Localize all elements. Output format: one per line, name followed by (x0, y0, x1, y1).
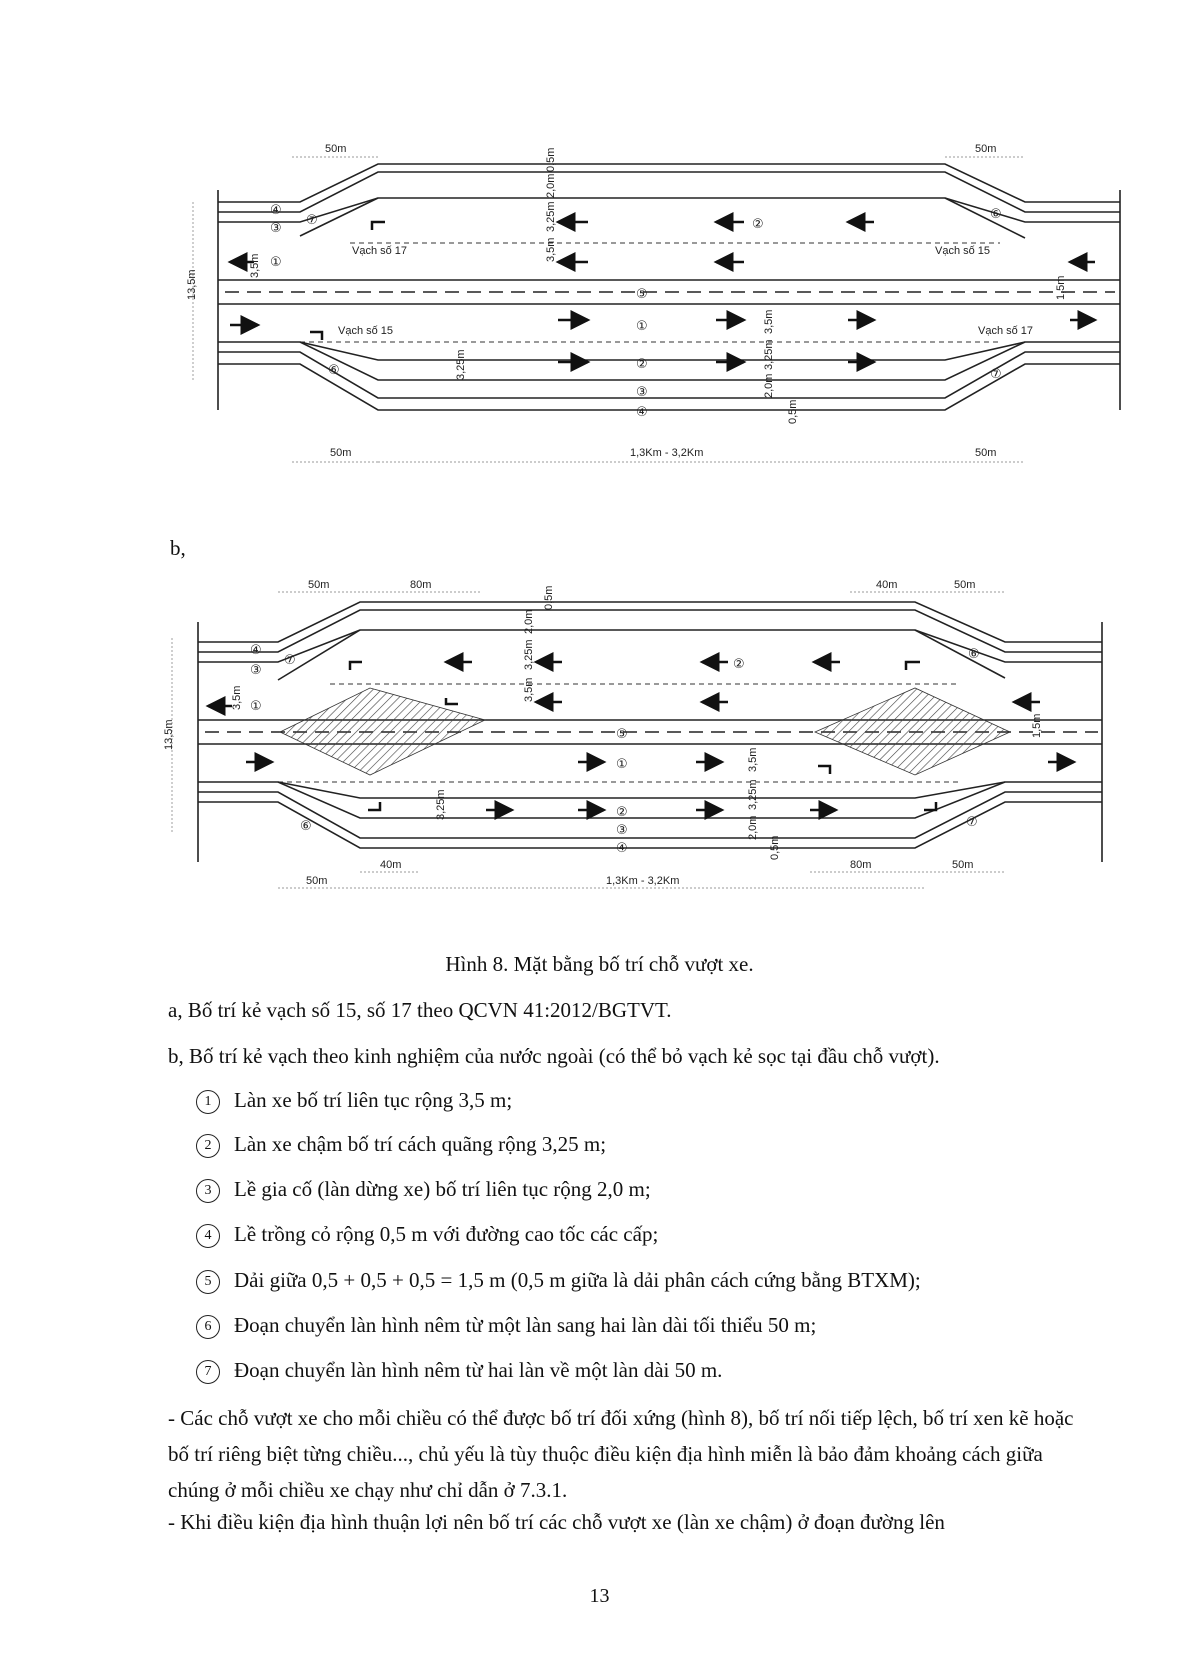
circle-1: ① (270, 254, 282, 269)
dim-w05: 0,5m (543, 585, 555, 610)
legend-text: Dải giữa 0,5 + 0,5 + 0,5 = 1,5 m (0,5 m giữa là dải phân cách cứng bằng BTXM); (234, 1268, 921, 1292)
label-vach-15: Vạch số 15 (338, 325, 394, 337)
hatched-island-right (815, 688, 1010, 775)
dim-bot-50l: 50m (306, 875, 328, 887)
note-b: b, Bố trí kẻ vạch theo kinh nghiệm của nước ngoài (có thể bỏ vạch kẻ sọc tại đầu chỗ vượt). (168, 1044, 940, 1068)
dim-bottom-left: 50m (330, 447, 352, 459)
circle-3: ③ (270, 220, 282, 235)
dim-w20: 2,0m (523, 609, 535, 634)
dim-bot-50r: 50m (952, 859, 974, 871)
dim-w325: 3,25m (455, 349, 467, 380)
dim-top-50l: 50m (308, 579, 330, 591)
legend-text: Đoạn chuyển làn hình nêm từ một làn sang hai làn dài tối thiểu 50 m; (234, 1313, 817, 1337)
circle-5: ⑤ (616, 726, 628, 741)
legend-number: 7 (196, 1360, 220, 1384)
page-number: 13 (589, 1585, 610, 1607)
lower-grass-edge (218, 352, 1120, 398)
legend-item (196, 1222, 658, 1248)
paragraph-1: - Các chỗ vượt xe cho mỗi chiều có thể được bố trí đối xứng (hình 8), bố trí nối tiếp lệch, bố trí xen kẽ hoặc bố trí riêng biệt từng chiều..., chủ yếu là tùy thuộc điều kiện địa hình miễn là bảo đảm khoảng cách giữa chúng ở mỗi chiều xe chạy như chỉ dẫn ở 7.3.1. (168, 1406, 1074, 1502)
dim-top-left: 50m (325, 143, 347, 155)
dim-side: 13,5m (186, 269, 198, 300)
slow-lane-edge-lower (300, 342, 1025, 360)
circle-4: ④ (250, 642, 262, 657)
legend-item (196, 1313, 816, 1339)
note-a: a, Bố trí kẻ vạch số 15, số 17 theo QCVN 41:2012/BGTVT. (168, 998, 672, 1022)
legend-item (196, 1268, 921, 1294)
circle-6: ⑥ (990, 206, 1002, 221)
legend-item (196, 1358, 722, 1384)
circle-4: ④ (636, 404, 648, 419)
dim-w325: 3,25m (523, 639, 535, 670)
figure-a-overtaking-plan (0, 0, 1199, 470)
hatched-island-left (280, 688, 485, 775)
dim-bottom-center: 1,3Km - 3,2Km (630, 447, 704, 459)
paragraph-2: - Khi điều kiện địa hình thuận lợi nên bố trí các chỗ vượt xe (làn xe chậm) ở đoạn đường lên (168, 1510, 945, 1534)
dim-w15: 1,5m (1055, 275, 1067, 300)
dim-w35: 3,5m (231, 685, 243, 710)
dim-w325: 3,25m (545, 201, 557, 232)
figure-b-label: b, (170, 536, 186, 560)
circle-7: ⑦ (990, 366, 1002, 381)
dim-bot-40: 40m (380, 859, 402, 871)
figure-b-overtaking-plan (0, 570, 1199, 930)
upper-outer-edge (218, 164, 1120, 202)
legend-text: Làn xe chậm bố trí cách quãng rộng 3,25 m; (234, 1132, 607, 1156)
legend-item (196, 1088, 512, 1114)
circle-7: ⑦ (966, 814, 978, 829)
dim-w35: 3,5m (545, 237, 557, 262)
circle-2: ② (616, 804, 628, 819)
circle-6: ⑥ (300, 818, 312, 833)
dim-w20: 2,0m (763, 373, 775, 398)
circle-1: ① (616, 756, 628, 771)
lower-outer-edge (218, 364, 1120, 410)
legend-text: Đoạn chuyển làn hình nêm từ hai làn về một làn dài 50 m. (234, 1358, 723, 1382)
circle-4: ④ (270, 202, 282, 217)
circle-5: ⑤ (636, 286, 648, 301)
circle-6: ⑥ (968, 646, 980, 661)
label-vach-17: Vạch số 17 (978, 325, 1034, 337)
legend-item (196, 1177, 651, 1203)
dim-bot-center: 1,3Km - 3,2Km (606, 875, 680, 887)
legend-number: 4 (196, 1224, 220, 1248)
circle-1: ① (250, 698, 262, 713)
dim-w35: 3,5m (747, 747, 759, 772)
circle-3: ③ (250, 662, 262, 677)
circle-7: ⑦ (284, 652, 296, 667)
legend-number: 5 (196, 1270, 220, 1294)
dim-w05: 0,5m (769, 835, 781, 860)
dim-w35: 3,5m (523, 677, 535, 702)
circle-4: ④ (616, 840, 628, 855)
legend-number: 1 (196, 1090, 220, 1114)
circle-2: ② (733, 656, 745, 671)
slow-lane-edge-lower (278, 782, 1005, 798)
legend-number: 6 (196, 1315, 220, 1339)
legend-text: Làn xe bố trí liên tục rộng 3,5 m; (234, 1088, 513, 1112)
circle-3: ③ (636, 384, 648, 399)
wedge-6-upper (915, 630, 1005, 678)
circle-1: ① (636, 318, 648, 333)
dim-w325: 3,25m (747, 779, 759, 810)
circle-2: ② (752, 216, 764, 231)
label-vach-17: Vạch số 17 (352, 245, 408, 257)
circle-7: ⑦ (306, 212, 318, 227)
legend-text: Lề trồng cỏ rộng 0,5 m với đường cao tốc các cấp; (234, 1222, 659, 1246)
dim-w20: 2,0m (545, 173, 557, 198)
dim-top-80: 80m (410, 579, 432, 591)
upper-outer-edge (198, 602, 1102, 642)
dim-w325: 3,25m (763, 339, 775, 370)
legend-number: 3 (196, 1179, 220, 1203)
dim-top-50r: 50m (954, 579, 976, 591)
dim-w05: 0,5m (545, 147, 557, 172)
dim-w35: 3,5m (249, 253, 261, 278)
legend-item (196, 1132, 606, 1158)
dim-w35: 3,5m (763, 309, 775, 334)
label-vach-15: Vạch số 15 (935, 245, 991, 257)
legend-number: 2 (196, 1134, 220, 1158)
dim-w20: 2,0m (747, 815, 759, 840)
dim-w15: 1,5m (1031, 713, 1043, 738)
figure-caption: Hình 8. Mặt bằng bố trí chỗ vượt xe. (445, 952, 754, 976)
dim-w05: 0,5m (787, 399, 799, 424)
dim-top-right: 50m (975, 143, 997, 155)
circle-3: ③ (616, 822, 628, 837)
circle-2: ② (636, 356, 648, 371)
dim-bottom-right: 50m (975, 447, 997, 459)
dim-w325: 3,25m (435, 789, 447, 820)
dim-top-40: 40m (876, 579, 898, 591)
circle-6: ⑥ (328, 362, 340, 377)
dim-side: 13,5m (163, 719, 175, 750)
legend-text: Lề gia cố (làn dừng xe) bố trí liên tục rộng 2,0 m; (234, 1177, 651, 1201)
dim-bot-80: 80m (850, 859, 872, 871)
